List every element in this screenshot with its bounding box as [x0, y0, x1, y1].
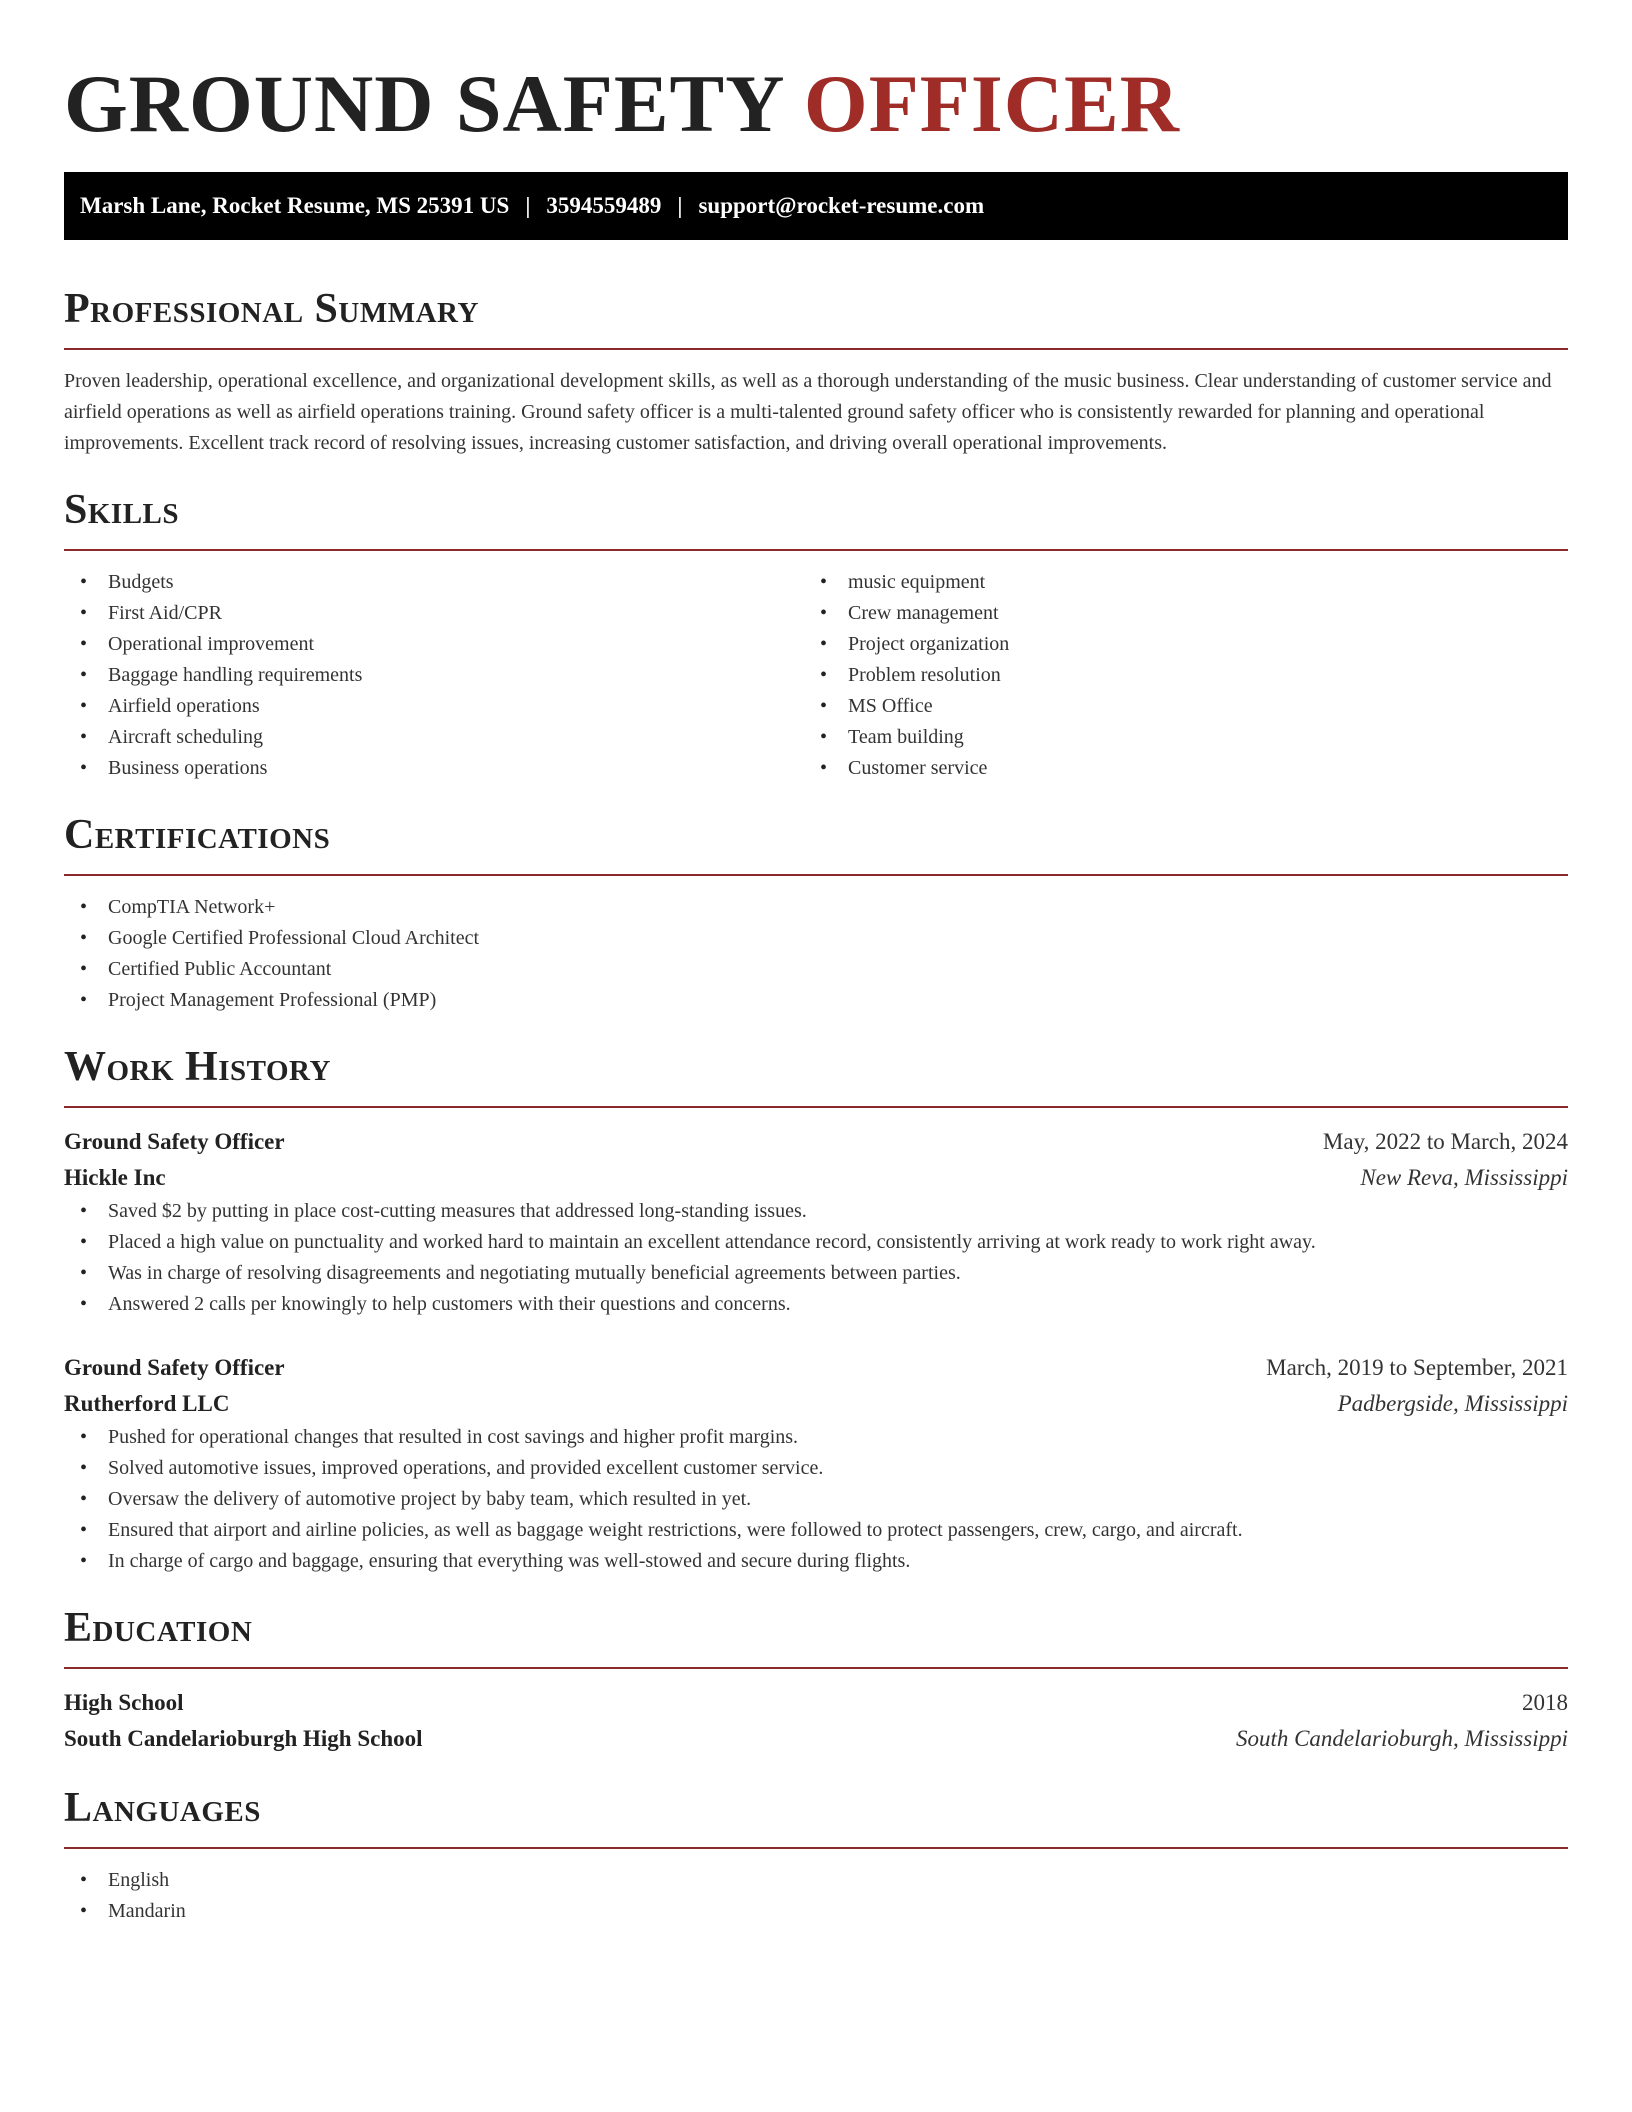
- skills-section: [64, 485, 1568, 784]
- skills-grid: [64, 567, 1568, 784]
- contact-email: support@rocket-resume.com: [698, 193, 985, 218]
- certifications-section: [64, 810, 1568, 1016]
- skill-item: • Project organization: [804, 629, 1544, 660]
- contact-separator: |: [525, 193, 531, 218]
- job-company-row: [64, 1160, 1568, 1196]
- skills-list-right: [804, 567, 1544, 784]
- section-title-work-history: Work History: [64, 1044, 331, 1090]
- section-title-languages: Languages: [64, 1785, 261, 1831]
- section-divider: [64, 1847, 1568, 1849]
- summary-text: Proven leadership, operational excellence, and organizational development skills, as well as a thorough understanding of the music business. Clear understanding of customer service and airfield operations as well as airfield operations training. Ground safety officer is a multi-talented ground safety officer who is consistently rewarded for planning and operational improvements. Excellent track record of resolving issues, increasing customer satisfaction, and driving overall operational improvements.: [64, 370, 1552, 454]
- skill-item: • Team building: [804, 722, 1544, 753]
- section-title-skills: Skills: [64, 487, 180, 533]
- certifications-list: [64, 892, 1568, 1016]
- work-history-section: [64, 1042, 1568, 1577]
- education-section: [64, 1603, 1568, 1757]
- skill-item: • Budgets: [64, 567, 804, 598]
- section-title-certifications: Certifications: [64, 812, 331, 858]
- job-bullet: • Pushed for operational changes that resulted in cost savings and higher profit margins.: [64, 1422, 1568, 1453]
- skill-item: • Problem resolution: [804, 660, 1544, 691]
- job-entry: [64, 1350, 1568, 1577]
- job-bullets: [64, 1196, 1568, 1320]
- skill-item: • Customer service: [804, 753, 1544, 784]
- job-location: Padbergside, Mississippi: [1337, 1391, 1568, 1416]
- skill-item: • Airfield operations: [64, 691, 804, 722]
- skill-item: • Crew management: [804, 598, 1544, 629]
- education-header-row: [64, 1685, 1568, 1721]
- job-bullet: • In charge of cargo and baggage, ensuring that everything was well-stowed and secure during flights.: [64, 1546, 1568, 1577]
- name-main: GROUND SAFETY: [64, 58, 783, 149]
- job-bullet: • Solved automotive issues, improved operations, and provided excellent customer service.: [64, 1453, 1568, 1484]
- job-bullet: • Answered 2 calls per knowingly to help customers with their questions and concerns.: [64, 1289, 1568, 1320]
- job-bullet: • Placed a high value on punctuality and worked hard to maintain an excellent attendance record, consistently arriving at work ready to work right away.: [64, 1227, 1568, 1258]
- education-degree: High School: [64, 1690, 184, 1715]
- skill-item: • Business operations: [64, 753, 804, 784]
- language-item: • Mandarin: [64, 1896, 1568, 1927]
- job-location: New Reva, Mississippi: [1360, 1165, 1568, 1190]
- job-bullets: [64, 1422, 1568, 1577]
- skills-list-left: [64, 567, 804, 784]
- summary-section: [64, 284, 1568, 459]
- contact-address: Marsh Lane, Rocket Resume, MS 25391 US: [80, 193, 510, 218]
- certification-item: • Google Certified Professional Cloud Architect: [64, 923, 1568, 954]
- section-divider: [64, 549, 1568, 551]
- section-divider: [64, 1667, 1568, 1669]
- job-company: Rutherford LLC: [64, 1391, 230, 1416]
- languages-section: [64, 1783, 1568, 1927]
- skill-item: • MS Office: [804, 691, 1544, 722]
- section-divider: [64, 1106, 1568, 1108]
- languages-list: [64, 1865, 1568, 1927]
- education-location: South Candelarioburgh, Mississippi: [1235, 1726, 1568, 1751]
- job-role: Ground Safety Officer: [64, 1129, 285, 1154]
- section-divider: [64, 348, 1568, 350]
- job-header-row: [64, 1350, 1568, 1386]
- education-entry: [64, 1685, 1568, 1757]
- skill-item: • Aircraft scheduling: [64, 722, 804, 753]
- job-bullet: • Saved $2 by putting in place cost-cutting measures that addressed long-standing issues.: [64, 1196, 1568, 1227]
- skill-item: • music equipment: [804, 567, 1544, 598]
- job-company-row: [64, 1386, 1568, 1422]
- skill-item: • First Aid/CPR: [64, 598, 804, 629]
- education-school: South Candelarioburgh High School: [64, 1726, 423, 1751]
- job-bullet: • Ensured that airport and airline policies, as well as baggage weight restrictions, were followed to protect passengers, crew, cargo, and aircraft.: [64, 1515, 1568, 1546]
- certification-item: • Certified Public Accountant: [64, 954, 1568, 985]
- job-dates: May, 2022 to March, 2024: [1322, 1129, 1568, 1154]
- job-bullet: • Was in charge of resolving disagreements and negotiating mutually beneficial agreements between parties.: [64, 1258, 1568, 1289]
- skill-item: • Baggage handling requirements: [64, 660, 804, 691]
- job-dates: March, 2019 to September, 2021: [1266, 1355, 1568, 1380]
- certification-item: • CompTIA Network+: [64, 892, 1568, 923]
- resume-name: [64, 58, 1568, 150]
- language-item: • English: [64, 1865, 1568, 1896]
- contact-bar: [64, 172, 1568, 240]
- skill-item: • Operational improvement: [64, 629, 804, 660]
- section-title-education: Education: [64, 1605, 253, 1651]
- job-entry: [64, 1124, 1568, 1320]
- contact-phone: 3594559489: [546, 193, 662, 218]
- job-role: Ground Safety Officer: [64, 1355, 285, 1380]
- job-company: Hickle Inc: [64, 1165, 166, 1190]
- job-bullet: • Oversaw the delivery of automotive project by baby team, which resulted in yet.: [64, 1484, 1568, 1515]
- education-year: 2018: [1522, 1690, 1568, 1715]
- job-header-row: [64, 1124, 1568, 1160]
- name-accent: OFFICER: [803, 58, 1180, 149]
- section-divider: [64, 874, 1568, 876]
- certification-item: • Project Management Professional (PMP): [64, 985, 1568, 1016]
- section-title-summary: Professional Summary: [64, 286, 479, 332]
- education-school-row: [64, 1721, 1568, 1757]
- contact-separator: |: [677, 193, 683, 218]
